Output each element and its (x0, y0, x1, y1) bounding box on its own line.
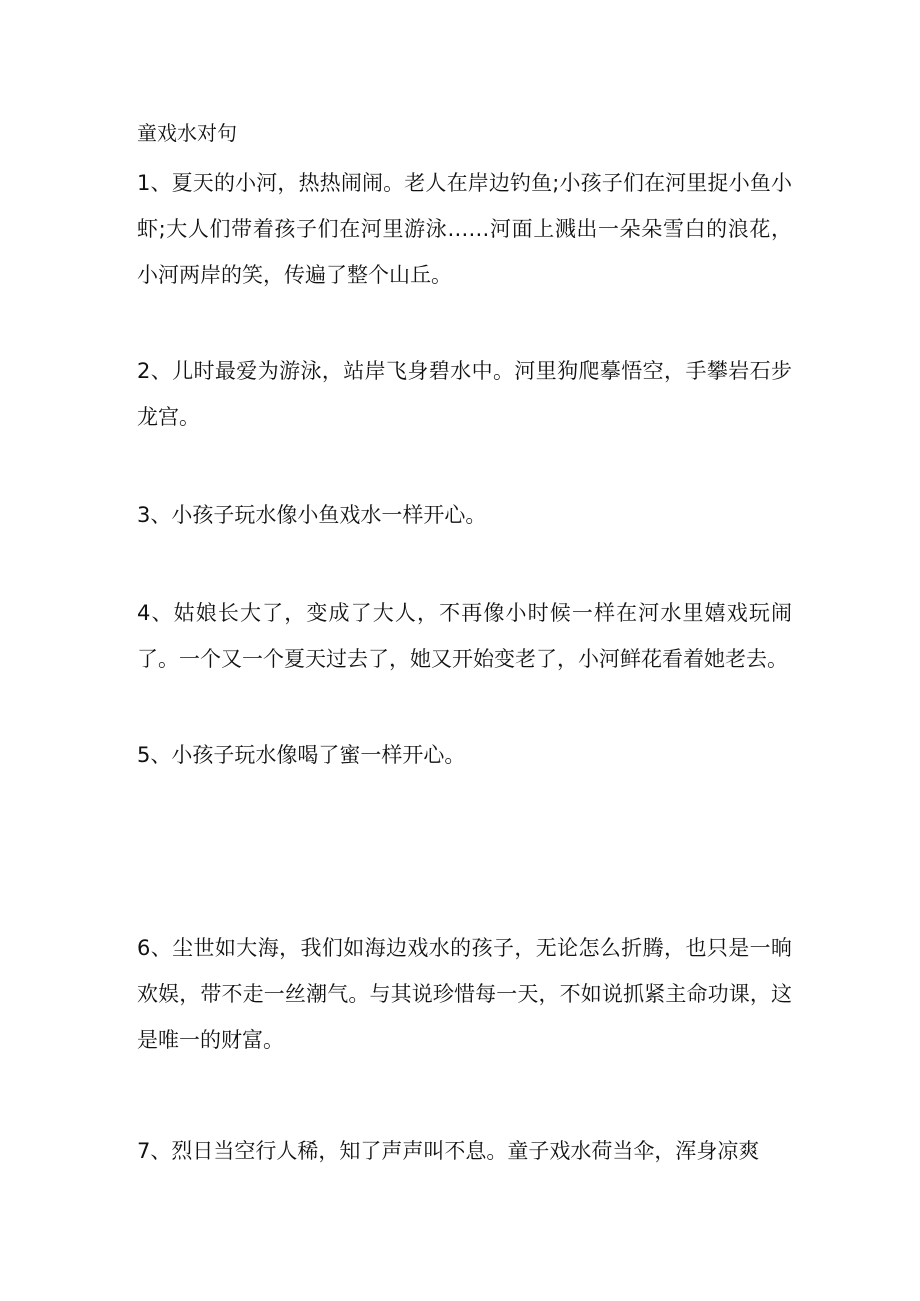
paragraph-4: 4、姑娘长大了，变成了大人，不再像小时候一样在河水里嬉戏玩闹了。一个又一个夏天过去了，她又开始变老了，小河鲜花看着她老去。 (137, 601, 792, 671)
paragraph-1: 1、夏天的小河，热热闹闹。老人在岸边钓鱼;小孩子们在河里捉小鱼小虾;大人们带着孩子们在河里游泳……河面上溅出一朵朵雪白的浪花，小河两岸的笑，传遍了整个山丘。 (137, 171, 792, 287)
paragraph-2: 2、儿时最爱为游泳，站岸飞身碧水中。河里狗爬摹悟空，手攀岩石步龙宫。 (137, 359, 792, 429)
paragraph-7: 7、烈日当空行人稀，知了声声叫不息。童子戏水荷当伞，浑身凉爽 (137, 1139, 760, 1163)
paragraph-3: 3、小孩子玩水像小鱼戏水一样开心。 (137, 503, 487, 527)
paragraph-6: 6、尘世如大海，我们如海边戏水的孩子，无论怎么折腾，也只是一晌欢娱，带不走一丝潮气。与其说珍惜每一天，不如说抓紧主命功课，这是唯一的财富。 (137, 936, 792, 1052)
paragraph-5: 5、小孩子玩水像喝了蜜一样开心。 (137, 743, 466, 767)
document-title: 童戏水对句 (137, 121, 237, 145)
